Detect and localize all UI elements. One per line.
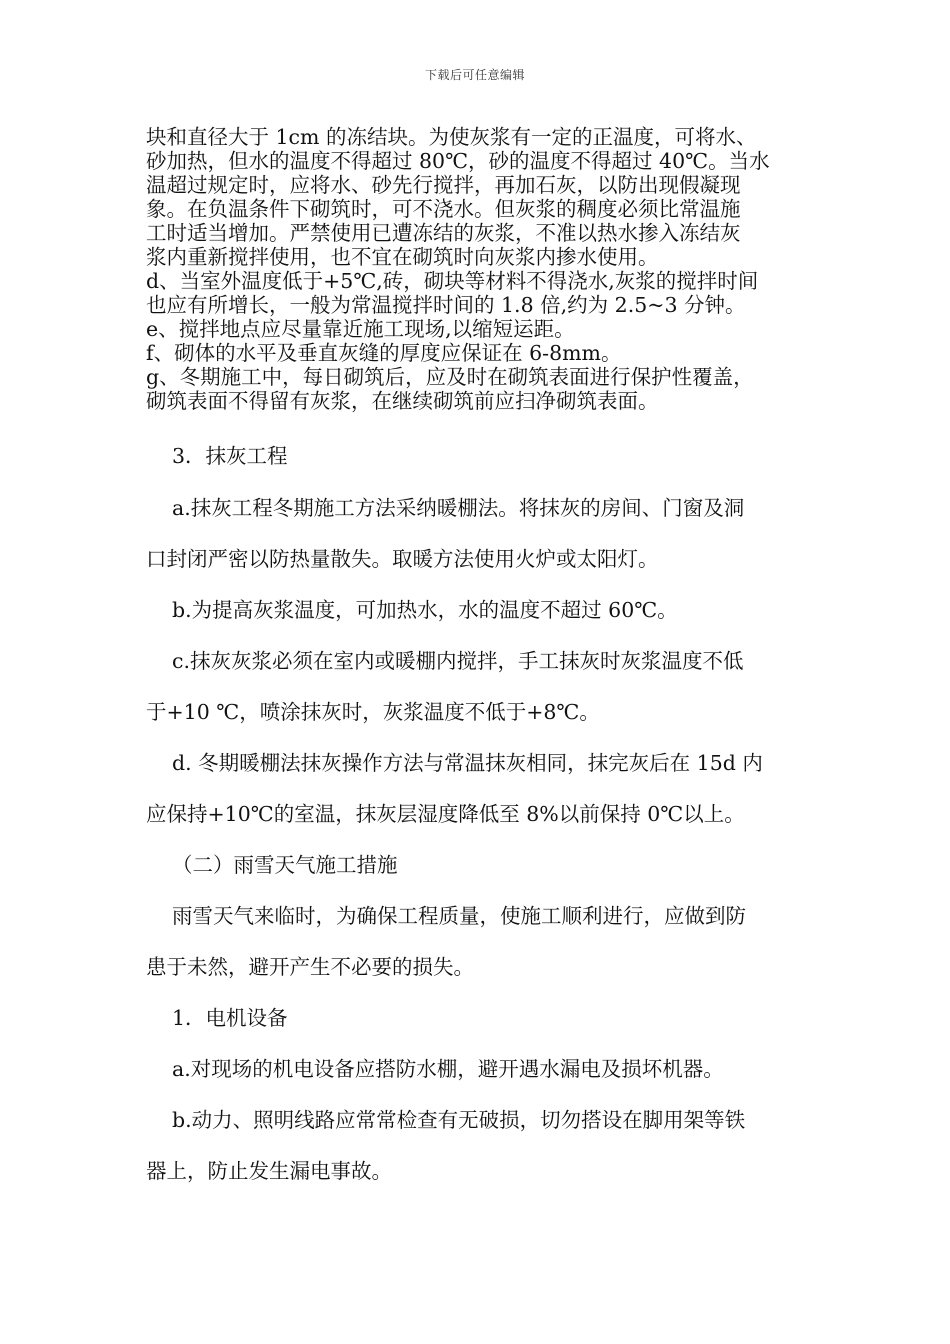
text-line: c.抹灰灰浆必须在室内或暖棚内搅拌，手工抹灰时灰浆温度不低 [172, 649, 744, 673]
text-line: a.抹灰工程冬期施工方法采纳暖棚法。将抹灰的房间、门窗及洞 [172, 496, 745, 520]
text-line: d、当室外温度低于+5℃,砖，砌块等材料不得浇水,灰浆的搅拌时间 [146, 269, 759, 293]
text-line: 砂加热，但水的温度不得超过 80℃，砂的温度不得超过 40℃。当水 [146, 149, 770, 173]
text-line: 块和直径大于 1cm 的冻结块。为使灰浆有一定的正温度，可将水、 [146, 125, 757, 149]
page-header: 下载后可任意编辑 [424, 68, 525, 82]
paragraph-plaster-c-cont [146, 699, 808, 725]
paragraph-rain-intro-cont [146, 954, 808, 980]
paragraph-equipment-a [146, 1056, 808, 1082]
text-line: 砌筑表面不得留有灰浆，在继续砌筑前应扫净砌筑表面。 [146, 389, 659, 413]
text-line: g、冬期施工中，每日砌筑后，应及时在砌筑表面进行保护性覆盖， [146, 365, 754, 389]
text-line: 雨雪天气来临时，为确保工程质量，使施工顺利进行，应做到防 [172, 904, 746, 928]
paragraph-plaster-d-cont [146, 801, 808, 827]
text-line: 口封闭严密以防热量散失。取暖方法使用火炉或太阳灯。 [146, 547, 659, 571]
section-heading-plaster: 3．抹灰工程 [172, 444, 288, 468]
text-line: f、砌体的水平及垂直灰缝的厚度应保证在 6-8mm。 [146, 341, 622, 365]
text-line: 应保持+10℃的室温，抹灰层湿度降低至 8%以前保持 0℃以上。 [146, 802, 745, 826]
paragraph-plaster-a-cont [146, 546, 808, 572]
text-line: 也应有所增长，一般为常温搅拌时间的 1.8 倍,约为 2.5~3 分钟。 [146, 293, 746, 317]
text-line: d. 冬期暖棚法抹灰操作方法与常温抹灰相同，抹完灰后在 15d 内 [172, 751, 763, 775]
section-heading-rain: （二）雨雪天气施工措施 [172, 853, 398, 877]
paragraph-rain-intro [146, 903, 808, 929]
text-line: e、搅拌地点应尽量靠近施工现场,以缩短运距。 [146, 317, 575, 341]
text-line: b.动力、照明线路应常常检查有无破损，切勿搭设在脚用架等铁 [172, 1108, 746, 1132]
paragraph-equipment-b [146, 1107, 808, 1133]
text-line: 于+10 ℃，喷涂抹灰时，灰浆温度不低于+8℃。 [146, 700, 600, 724]
text-line: 浆内重新搅拌使用，也不宜在砌筑时向灰浆内掺水使用。 [146, 245, 659, 269]
sub-heading-equipment: 1．电机设备 [172, 1006, 288, 1030]
text-line: 患于未然，避开产生不必要的损失。 [146, 955, 474, 979]
text-line: b.为提高灰浆温度，可加热水，水的温度不超过 60℃。 [172, 598, 678, 622]
text-line: 象。在负温条件下砌筑时，可不浇水。但灰浆的稠度必须比常温施 [146, 197, 741, 221]
text-line: 器上，防止发生漏电事故。 [146, 1159, 392, 1183]
paragraph-plaster-d [146, 750, 808, 776]
paragraph-plaster-b [146, 597, 808, 623]
top-text-block [146, 125, 808, 413]
text-line: a.对现场的机电设备应搭防水棚，避开遇水漏电及损坏机器。 [172, 1057, 724, 1081]
paragraph-plaster-c [146, 648, 808, 674]
paragraph-plaster-a [146, 495, 808, 521]
text-line: 温超过规定时，应将水、砂先行搅拌，再加石灰，以防出现假凝现 [146, 173, 741, 197]
text-line: 工时适当增加。严禁使用已遭冻结的灰浆，不准以热水掺入冻结灰 [146, 221, 741, 245]
paragraph-equipment-b-cont [146, 1158, 808, 1184]
